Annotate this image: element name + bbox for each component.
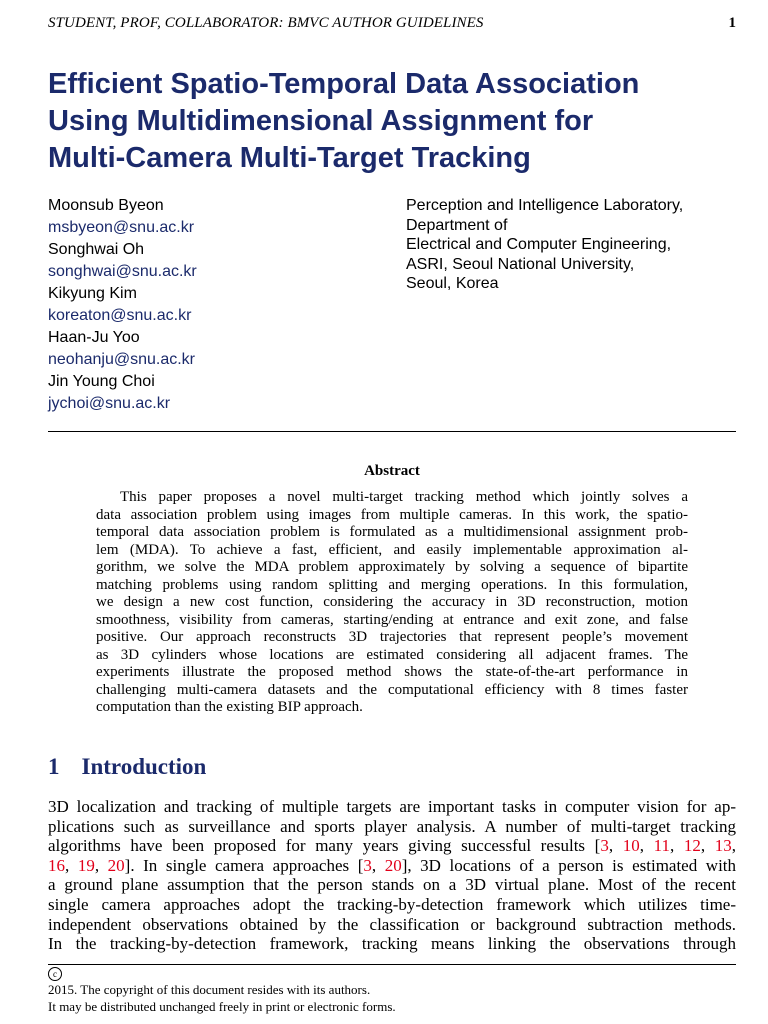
abstract-body (96, 489, 688, 717)
affiliation (406, 196, 746, 294)
title-line: Using Multidimensional Assignment for (48, 105, 594, 137)
header-divider (48, 431, 736, 432)
abstract-line: experiments illustrate the proposed method shows the state-of-the-art performance in (96, 664, 688, 680)
intro-line: 3D localization and tracking of multiple targets are important tasks in computer vision for ap- (48, 797, 736, 816)
copyright-footer (48, 967, 736, 1015)
abstract-line: we design a new cost function, considering the accuracy in 3D reconstruction, motion (96, 594, 688, 610)
introduction-paragraph (48, 797, 736, 954)
author-email-link[interactable]: jychoi@snu.ac.kr (48, 395, 171, 412)
intro-text: algorithms have been proposed for many years giving successful results [ (48, 836, 601, 856)
citation-separator: , (608, 836, 623, 856)
abstract-heading: Abstract (364, 463, 420, 479)
section-title: Introduction (81, 754, 207, 779)
citation-link[interactable]: 3 (363, 855, 372, 875)
citation-link[interactable]: 20 (384, 855, 402, 875)
title-line: Multi-Camera Multi-Target Tracking (48, 142, 531, 174)
abstract-line: gorithm, we solve the MDA problem approximately by solving a sequence of bipartite (96, 559, 688, 575)
author-entry (48, 327, 368, 371)
affiliation-line: ASRI, Seoul National University, (406, 255, 635, 273)
author-entry (48, 239, 368, 283)
citation-separator: , (639, 836, 654, 856)
page-number: 1 (728, 15, 736, 31)
author-entry (48, 283, 368, 327)
abstract-line: This paper proposes a novel multi-target tracking method which jointly solves a (120, 489, 688, 505)
abstract-line: positive. Our approach reconstructs 3D trajectories that represent people’s movement (96, 629, 688, 645)
intro-line: single camera approaches adopt the tracking-by-detection framework which utilizes time- (48, 894, 736, 914)
copyright-icon: c (48, 967, 62, 981)
abstract-line: computation than the existing BIP approach. (96, 699, 363, 715)
abstract-line: challenging multi-camera datasets and the computational efficiency with 8 times faster (96, 681, 688, 698)
citation-link[interactable]: 10 (622, 836, 640, 856)
author-name: Songhwai Oh (48, 241, 145, 258)
citation-link[interactable]: 19 (77, 855, 95, 875)
author-email-link[interactable]: koreaton@snu.ac.kr (48, 307, 192, 324)
intro-line: plications such as surveillance and sports player analysis. A number of multi-target tracking (48, 816, 736, 836)
title-line: Efficient Spatio-Temporal Data Association (48, 68, 640, 100)
intro-line (48, 836, 736, 856)
citation-separator: , (65, 855, 78, 875)
intro-line: a ground plane assumption that the person stands on a 3D virtual plane. Most of the recent (48, 875, 736, 895)
abstract-line: data association problem using images from multiple cameras. In this work, the spatio- (96, 506, 688, 523)
affiliation-line: Seoul, Korea (406, 275, 499, 292)
author-list (48, 195, 368, 415)
intro-text: ]. In single camera approaches [ (124, 855, 364, 875)
citation-link[interactable]: 16 (48, 855, 65, 875)
section-heading (48, 754, 206, 780)
citation-separator: , (731, 836, 737, 856)
author-email-link[interactable]: neohanju@snu.ac.kr (48, 351, 195, 368)
citation-separator: , (670, 836, 684, 856)
intro-line: independent observations obtained by the classification or background subtraction methods. (48, 914, 736, 934)
citation-separator: , (371, 855, 385, 875)
citation-link[interactable]: 11 (653, 836, 670, 856)
author-email-link[interactable]: msbyeon@snu.ac.kr (48, 219, 195, 236)
citation-separator: , (700, 836, 715, 856)
abstract-line: as 3D cylinders whose locations are estimated considering all adjacent frames. The (96, 646, 688, 663)
footer-line (48, 967, 736, 998)
author-name: Kikyung Kim (48, 285, 137, 302)
footer-divider (48, 964, 736, 965)
section-number: 1 (48, 754, 60, 779)
author-entry (48, 371, 368, 415)
intro-text: ], 3D locations of a person is estimated with (401, 855, 737, 875)
author-name: Haan-Ju Yoo (48, 329, 140, 346)
intro-line (48, 856, 736, 876)
running-head-title: STUDENT, PROF, COLLABORATOR: BMVC AUTHOR GUIDELINES (48, 15, 484, 31)
author-email-link[interactable]: songhwai@snu.ac.kr (48, 263, 197, 280)
abstract-line: smoothness, visibility from cameras, starting/ending at entrance and exit zone, and false (96, 611, 688, 628)
abstract-line: matching problems using random splitting and merging operations. In this formulation, (96, 576, 688, 593)
author-entry (48, 195, 368, 239)
copyright-text: 2015. The copyright of this document resides with its authors. (48, 982, 371, 997)
affiliation-line: Electrical and Computer Engineering, (406, 236, 672, 253)
citation-link[interactable]: 13 (714, 836, 732, 856)
running-head (48, 15, 736, 32)
citation-link[interactable]: 20 (107, 855, 125, 875)
footer-line: It may be distributed unchanged freely in print or electronic forms. (48, 999, 396, 1014)
author-name: Jin Young Choi (48, 373, 155, 390)
intro-line: In the tracking-by-detection framework, tracking means linking the observations through (48, 934, 736, 954)
citation-separator: , (94, 855, 108, 875)
citation-link[interactable]: 3 (600, 836, 609, 856)
affiliation-line: Perception and Intelligence Laboratory, (406, 197, 684, 214)
abstract-line: temporal data association problem is formulated as a multidimensional assignment prob- (96, 524, 688, 540)
paper-title (48, 66, 738, 177)
author-name: Moonsub Byeon (48, 197, 164, 214)
citation-link[interactable]: 12 (683, 836, 701, 856)
abstract-line: lem (MDA). To achieve a fast, efficient, and easily implementable approximation al- (96, 541, 688, 558)
affiliation-line: Department of (406, 216, 508, 234)
